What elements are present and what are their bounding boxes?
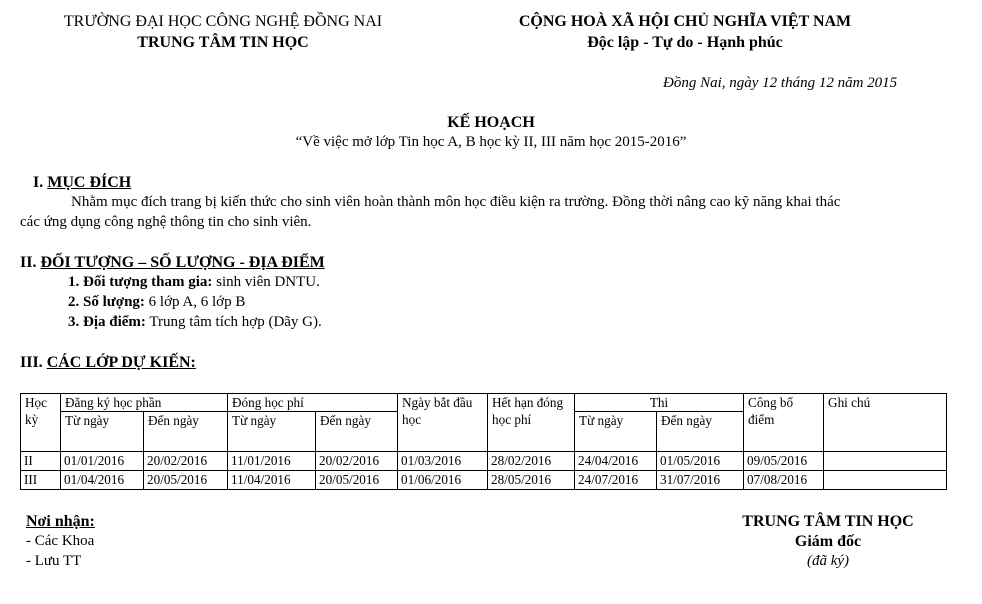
section2-number: II. <box>20 254 37 271</box>
center-name: TRUNG TÂM TIN HỌC <box>137 34 309 51</box>
subheader-dk-tungay: Từ ngày <box>61 412 144 452</box>
header-congbo: Công bố điểm <box>744 394 824 452</box>
recipient-item: - Lưu TT <box>26 553 82 569</box>
document-date: Đồng Nai, ngày 12 tháng 12 năm 2015 <box>663 75 898 91</box>
section2-item-quantity: 2. Số lượng: 6 lớp A, 6 lớp B <box>68 294 246 310</box>
section2-title: ĐỐI TƯỢNG – SỐ LƯỢNG - ĐỊA ĐIỂM <box>40 254 325 271</box>
section3-number: III. <box>20 354 43 371</box>
national-motto: Độc lập - Tự do - Hạnh phúc <box>587 34 783 51</box>
header-dongphi: Đóng học phí <box>228 394 398 412</box>
recipient-item: - Các Khoa <box>26 533 95 549</box>
section3-title: CÁC LỚP DỰ KIẾN: <box>46 354 196 371</box>
header-ghichu: Ghi chú <box>824 394 947 452</box>
signature-title: Giám đốc <box>794 533 862 550</box>
republic-title: CỘNG HOÀ XÃ HỘI CHỦ NGHĨA VIỆT NAM <box>518 13 852 30</box>
table-row: III 01/04/2016 20/05/2016 11/04/2016 20/05/2016 01/06/2016 28/05/2016 24/07/2016 31/07/2016 07/08/2016 <box>21 471 947 490</box>
subheader-dk-denngay: Đến ngày <box>144 412 228 452</box>
header-dangky: Đăng ký học phần <box>61 394 228 412</box>
section2-item-target: 1. Đối tượng tham gia: sinh viên DNTU. <box>68 274 320 290</box>
table-header-row <box>21 394 947 412</box>
section2-item-location: 3. Địa điểm: Trung tâm tích hợp (Dãy G). <box>68 314 322 330</box>
table-row: II 01/01/2016 20/02/2016 11/01/2016 20/02/2016 01/03/2016 28/02/2016 24/04/2016 01/05/2016 09/05/2016 <box>21 452 947 471</box>
section1-heading <box>33 174 131 192</box>
signature-note: (đã ký) <box>806 553 850 569</box>
university-name: TRƯỜNG ĐẠI HỌC CÔNG NGHỆ ĐỒNG NAI <box>63 13 383 30</box>
recipients-label: Nơi nhận: <box>26 513 95 530</box>
header-thi: Thi <box>575 394 744 412</box>
header-hethan: Hết hạn đóng học phí <box>488 394 575 452</box>
class-schedule-table <box>20 393 947 490</box>
subheader-thi-tungay: Từ ngày <box>575 412 657 452</box>
signature-org: TRUNG TÂM TIN HỌC <box>742 513 914 530</box>
subheader-dp-denngay: Đến ngày <box>316 412 398 452</box>
subheader-thi-denngay: Đến ngày <box>657 412 744 452</box>
section1-paragraph-line1: Nhằm mục đích trang bị kiến thức cho sinh viên hoàn thành môn học điều kiện ra trường. Đồng thời nâng cao kỹ năng khai thác <box>71 194 841 210</box>
section1-number: I. <box>33 174 44 191</box>
section2-heading <box>20 254 325 272</box>
header-hocky: Học kỳ <box>21 394 61 452</box>
section1-title: MỤC ĐÍCH <box>47 174 132 191</box>
section3-heading <box>20 354 196 372</box>
subheader-dp-tungay: Từ ngày <box>228 412 316 452</box>
document-title: KẾ HOẠCH <box>447 114 535 131</box>
document-subtitle: “Về việc mở lớp Tin học A, B học kỳ II, III năm học 2015-2016” <box>295 134 687 150</box>
header-ngaybatdau: Ngày bắt đầu học <box>398 394 488 452</box>
section1-paragraph-line2: các ứng dụng công nghệ thông tin cho sinh viên. <box>20 214 312 230</box>
